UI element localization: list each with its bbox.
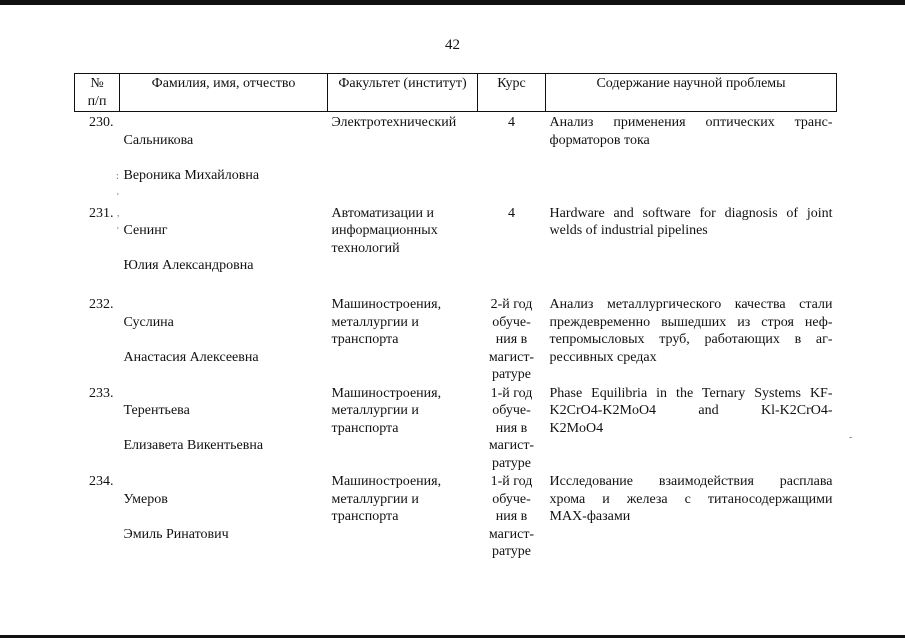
student-name (120, 385, 328, 474)
problem-cell (546, 203, 837, 294)
row-number: 234. (89, 474, 114, 489)
problem-line: Исследование взаимодействия расплава (549, 474, 833, 489)
course-cell: 4 (508, 115, 515, 130)
faculty-cell: Машиностроения, металлургии и транспорта (331, 474, 442, 524)
student-surname: Терентьева (123, 403, 190, 418)
header-course: Курс (478, 74, 546, 112)
scan-speck: ' (117, 192, 119, 203)
problem-line: Анализ металлургического качества стали (549, 297, 833, 312)
problem-line: хрома и железа с титаносодержащими (549, 491, 833, 507)
faculty-cell: Электротехнический (331, 115, 457, 130)
row-number: 233. (89, 385, 114, 401)
problem-cell (546, 293, 837, 385)
student-surname: Суслина (123, 314, 174, 330)
course-cell: 4 (508, 205, 515, 221)
student-given-names: Вероника Михайловна (123, 167, 260, 183)
student-surname: Сенинг (123, 223, 168, 238)
student-name (120, 293, 328, 385)
student-given-names: Елизавета Викентьевна (123, 438, 264, 453)
problem-cell (546, 473, 837, 564)
table-row (75, 112, 837, 203)
scan-speck: - (849, 432, 853, 443)
faculty-cell: Машиностроения, металлургии и транспорта (331, 385, 442, 436)
row-number: 232. (89, 297, 114, 312)
problem-cell (546, 112, 837, 203)
problem-line: тепромысловых труб, работающих в аг- (549, 332, 833, 347)
problem-line: Анализ применения оптических транс- (549, 115, 833, 130)
scan-speck: : (116, 171, 119, 182)
course-cell: 1-й год обуче- ния в магист- ратуре (488, 474, 535, 559)
student-given-names: Эмиль Ринатович (123, 526, 229, 542)
problem-line: форматоров тока (549, 132, 650, 148)
page-number: 42 (445, 37, 460, 53)
top-border-rule (0, 0, 905, 5)
header-number-line1: № (90, 76, 104, 91)
table-header (75, 74, 837, 112)
table-row (75, 203, 837, 294)
problem-line: K2CrO4-K2MoO4 and Kl-K2CrO4- (549, 403, 833, 418)
row-number: 230. (89, 115, 114, 130)
problem-line: рессивных средах (549, 349, 657, 365)
header-number-line2: п/п (87, 93, 107, 109)
header-name: Фамилия, имя, отчество (120, 74, 328, 112)
problem-line: преждевременно вышедших из строя неф- (549, 314, 833, 330)
header-number (75, 74, 120, 112)
student-surname: Умеров (123, 491, 168, 507)
problem-line: МАХ-фазами (549, 509, 631, 524)
header-faculty: Факультет (институт) (328, 74, 478, 112)
student-name (120, 112, 328, 203)
header-problem: Содержание научной проблемы (546, 74, 837, 112)
faculty-cell: Автоматизации и информационных технологий (331, 205, 438, 256)
problem-cell (546, 385, 837, 474)
student-name (120, 203, 328, 294)
problem-line: Hardware and software for diagnosis of joint (549, 205, 833, 221)
student-surname: Сальникова (123, 132, 194, 148)
course-cell: 2-й год обуче- ния в магист- ратуре (488, 297, 535, 382)
student-given-names: Анастасия Алексеевна (123, 349, 259, 365)
problem-line: Phase Equilibria in the Ternary Systems KF- (549, 385, 833, 401)
scan-speck: , (117, 208, 120, 219)
student-name (120, 473, 328, 564)
course-cell: 1-й год обуче- ния в магист- ратуре (488, 385, 535, 471)
bottom-border-rule (0, 635, 905, 638)
row-number: 231. (89, 205, 114, 221)
table-row (75, 473, 837, 564)
student-given-names: Юлия Александровна (123, 258, 254, 273)
table-row (75, 385, 837, 474)
problem-line: K2MoO4 (549, 420, 604, 436)
scan-speck: ' (117, 226, 119, 237)
problem-line: welds of industrial pipelines (549, 223, 708, 238)
table-row (75, 293, 837, 385)
faculty-cell: Машиностроения, металлургии и транспорта (331, 297, 442, 347)
students-table (74, 73, 837, 564)
